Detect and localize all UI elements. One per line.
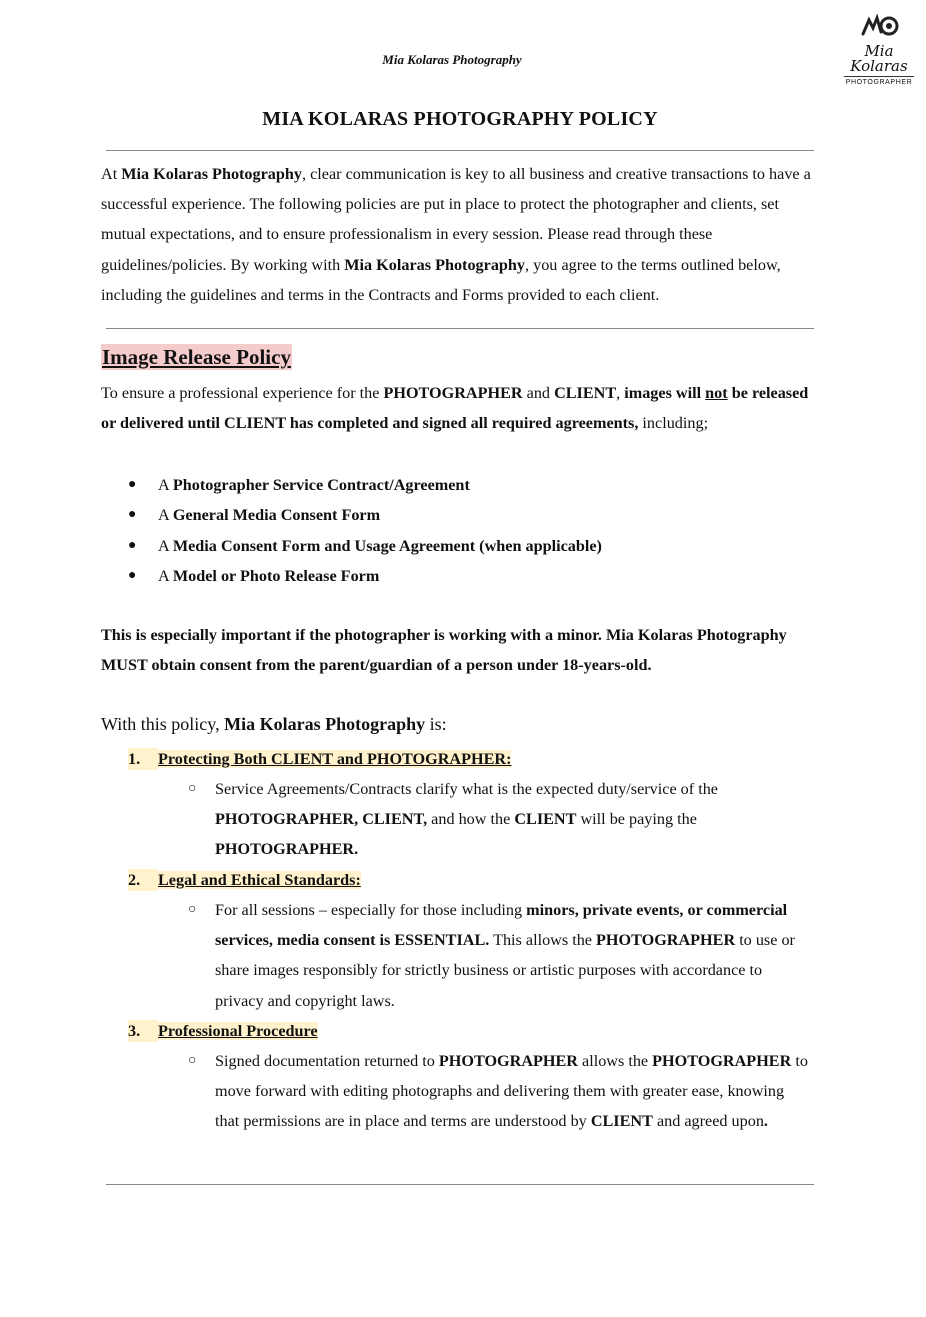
release-text-1: To ensure a professional experience for the	[101, 384, 384, 402]
item-number: 1.	[128, 748, 158, 770]
policy-item-1-detail	[188, 774, 808, 865]
required-agreements-list	[128, 470, 828, 592]
release-text-3: ,	[616, 384, 625, 402]
detail-text: to move forward with editing photographs and delivering them with greater ease, knowing that permissions are in place and terms are understood by	[215, 1052, 808, 1131]
detail-bold: PHOTOGRAPHER.	[215, 840, 359, 859]
list-item-label: General Media Consent Form	[172, 506, 381, 525]
release-bold-3: images will	[624, 384, 706, 402]
detail-bold: PHOTOGRAPHER	[596, 931, 736, 950]
item-title: Legal and Ethical Standards:	[158, 871, 361, 889]
list-item-prefix: A	[158, 476, 173, 494]
divider	[106, 1184, 814, 1185]
bullet-icon: ●	[128, 568, 137, 584]
document-title: MIA KOLARAS PHOTOGRAPHY POLICY	[262, 108, 658, 130]
list-item-prefix: A	[158, 567, 173, 586]
release-text-2: and	[522, 384, 555, 402]
list-item-label: Photographer Service Contract/Agreement	[172, 476, 470, 494]
list-item	[128, 470, 828, 500]
detail-text: This allows the	[489, 931, 597, 950]
divider	[106, 150, 814, 151]
bullet-icon: ●	[128, 537, 137, 553]
bullet-icon: ●	[128, 507, 137, 523]
list-item-prefix: A	[158, 506, 173, 525]
detail-text: to use or share images responsibly for strictly business or artistic purposes with accordance to privacy and copyright laws.	[215, 931, 795, 1010]
detail-text: will be paying the	[576, 810, 697, 829]
detail-text: Signed documentation returned to	[215, 1052, 439, 1070]
logo-subtitle: PHOTOGRAPHER	[844, 76, 914, 86]
release-bold-underline: not	[705, 384, 728, 402]
intro-text-2: , clear communication is key to all business and creative transactions to have a successful experience. The following policies are put in place to protect the photographer and clients, set mutual expectations, and to ensure professionalism in every session. Please read through these guidelines/policies. By working with	[101, 165, 811, 274]
divider	[106, 328, 814, 329]
release-paragraph	[101, 378, 816, 438]
detail-bold: PHOTOGRAPHER	[652, 1052, 792, 1070]
release-bold-2: CLIENT	[554, 384, 617, 402]
detail-bold: .	[763, 1112, 768, 1131]
detail-text: and agreed upon	[652, 1112, 764, 1131]
policy-item-2-detail	[188, 895, 808, 1016]
detail-bold: PHOTOGRAPHER, CLIENT,	[215, 810, 428, 829]
policy-intro-text: With this policy,	[101, 714, 225, 734]
intro-text-1: At	[101, 165, 122, 183]
circle-bullet-icon: ○	[188, 781, 197, 796]
detail-text: and how the	[427, 810, 515, 829]
list-item-label: Media Consent Form and Usage Agreement (when applicable)	[172, 536, 602, 555]
detail-bold: minors, private events, or commercial services, media consent is ESSENTIAL.	[215, 901, 788, 950]
circle-bullet-icon: ○	[188, 1053, 197, 1068]
release-bold-1: PHOTOGRAPHER	[383, 384, 523, 402]
detail-bold: CLIENT	[590, 1112, 653, 1131]
logo-script-text: Mia Kolaras	[850, 42, 908, 75]
list-item-prefix: A	[158, 536, 173, 555]
item-number: 3.	[128, 1020, 158, 1042]
intro-bold-2: Mia Kolaras Photography	[344, 255, 526, 274]
policy-intro-bold: Mia Kolaras Photography	[224, 714, 426, 734]
release-text-4: including;	[638, 414, 709, 433]
list-item	[128, 561, 828, 591]
list-item-label: Model or Photo Release Form	[172, 567, 380, 586]
detail-text: For all sessions – especially for those including	[215, 901, 527, 919]
circle-bullet-icon: ○	[188, 902, 197, 917]
list-item	[128, 531, 828, 561]
policy-intro-post: is:	[425, 714, 447, 734]
camera-logo-icon	[859, 14, 899, 38]
detail-text: Service Agreements/Contracts clarify what is the expected duty/service of the	[215, 780, 718, 798]
policy-item-3-detail	[188, 1046, 808, 1137]
detail-bold: CLIENT	[514, 810, 577, 829]
detail-bold: PHOTOGRAPHER	[438, 1052, 578, 1070]
bullet-icon: ●	[128, 477, 137, 492]
minor-consent-note: This is especially important if the photographer is working with a minor. Mia Kolaras Photography MUST obtain consent from the parent/guardian of a person under 18-years-old.	[101, 626, 787, 675]
item-title: Professional Procedure	[158, 1022, 318, 1040]
section-title-image-release: Image Release Policy	[102, 345, 291, 369]
policy-item-2-heading	[128, 869, 361, 891]
policy-item-3-heading	[128, 1020, 318, 1042]
item-number: 2.	[128, 869, 158, 891]
release-bold-4: be released or delivered until CLIENT has completed and signed all required agreements,	[101, 384, 809, 433]
intro-paragraph	[101, 159, 825, 310]
photographer-logo	[838, 14, 920, 86]
detail-text: allows the	[577, 1052, 653, 1070]
running-header: Mia Kolaras Photography	[382, 52, 522, 67]
policy-intro	[101, 714, 447, 735]
list-item	[128, 500, 828, 530]
intro-text-3: , you agree to the terms outlined below, including the guidelines and terms in the Contracts and Forms provided to each client.	[101, 255, 781, 304]
policy-item-1-heading	[128, 748, 511, 770]
item-title: Protecting Both CLIENT and PHOTOGRAPHER:	[158, 750, 512, 768]
intro-bold-1: Mia Kolaras Photography	[121, 165, 302, 183]
